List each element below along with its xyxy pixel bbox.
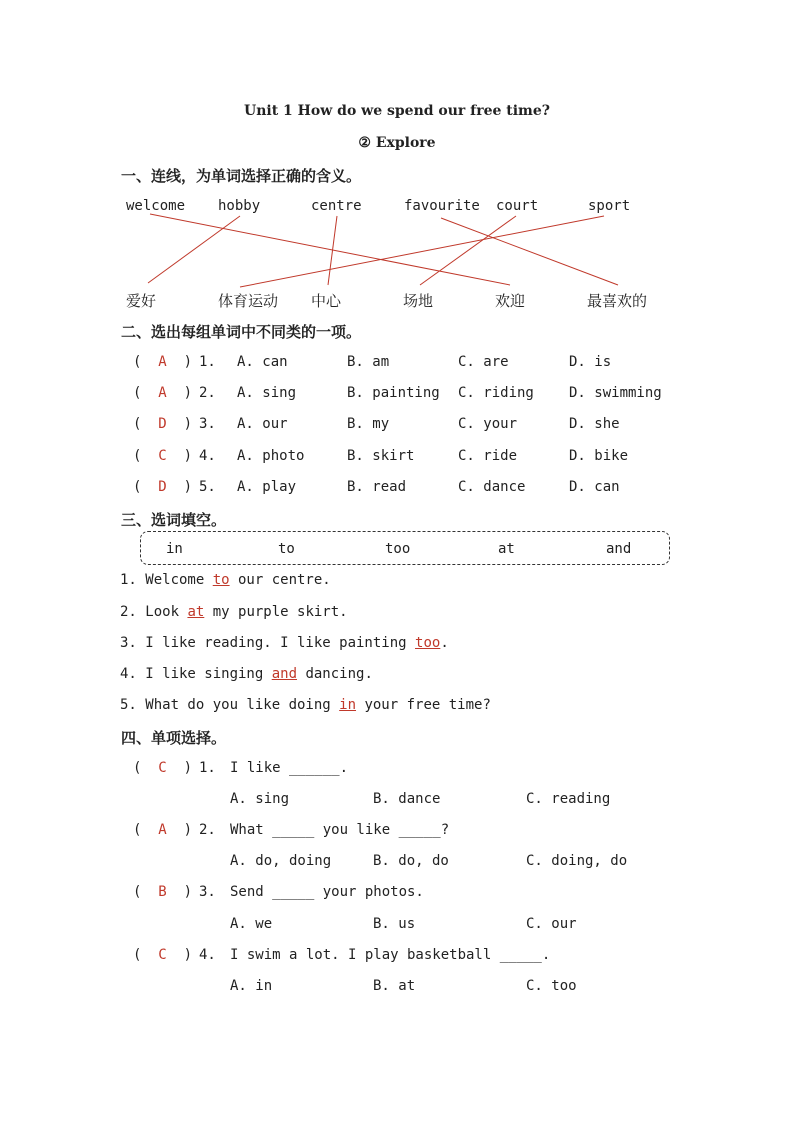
question-number: 3. — [199, 884, 216, 900]
match-word: centre — [311, 198, 362, 214]
question-number: 2. — [199, 385, 216, 401]
option-b: B. read — [347, 479, 407, 495]
answer-value: A — [158, 354, 167, 370]
word-bank-item: too — [385, 541, 411, 557]
match-line-court — [420, 216, 516, 285]
question-text: Send _____ your photos. — [230, 884, 424, 900]
fill-sentence: 4. I like singing and dancing. — [120, 666, 373, 682]
option-a: A. do, doing — [230, 853, 332, 869]
fill-answer: at — [187, 604, 205, 620]
answer-paren: ( C ) — [133, 947, 193, 963]
option-a: A. play — [237, 479, 297, 495]
fill-answer: and — [271, 666, 298, 682]
option-d: D. she — [569, 416, 620, 432]
match-meaning: 体育运动 — [218, 292, 279, 310]
section1-heading: 一、连线，为单词选择正确的含义。 — [121, 167, 362, 185]
option-b: B. do, do — [373, 853, 449, 869]
question-number: 3. — [199, 416, 216, 432]
question-text: What _____ you like _____? — [230, 822, 450, 838]
answer-paren: ( C ) — [133, 448, 193, 464]
option-c: C. are — [458, 354, 509, 370]
option-a: A. in — [230, 978, 273, 994]
page-subtitle: ② Explore — [358, 135, 436, 151]
match-meaning: 爱好 — [126, 292, 157, 310]
section4-heading: 四、单项选择。 — [121, 729, 227, 747]
match-line-hobby — [148, 216, 240, 283]
option-b: B. at — [373, 978, 416, 994]
answer-paren: ( B ) — [133, 884, 193, 900]
match-line-sport — [240, 216, 604, 287]
match-word: favourite — [404, 198, 480, 214]
question-text: I like ______. — [230, 760, 349, 776]
option-b: B. skirt — [347, 448, 415, 464]
answer-paren: ( D ) — [133, 416, 193, 432]
option-a: A. our — [237, 416, 288, 432]
match-word: welcome — [126, 198, 186, 214]
match-word: court — [496, 198, 539, 214]
answer-value: B — [158, 884, 167, 900]
answer-paren: ( C ) — [133, 760, 193, 776]
page-title: Unit 1 How do we spend our free time? — [244, 103, 550, 119]
question-number: 5. — [199, 479, 216, 495]
match-meaning: 场地 — [403, 292, 434, 310]
fill-sentence: 1. Welcome to our centre. — [120, 572, 331, 588]
answer-paren: ( A ) — [133, 385, 193, 401]
option-c: C. riding — [458, 385, 534, 401]
option-c: C. our — [526, 916, 577, 932]
option-a: A. sing — [237, 385, 297, 401]
option-c: C. doing, do — [526, 853, 628, 869]
option-a: A. can — [237, 354, 288, 370]
matching-lines — [0, 0, 794, 330]
section3-heading: 三、选词填空。 — [121, 511, 227, 529]
answer-value: A — [158, 822, 167, 838]
option-b: B. painting — [347, 385, 440, 401]
match-word: hobby — [218, 198, 261, 214]
answer-value: D — [158, 416, 167, 432]
option-c: C. your — [458, 416, 518, 432]
option-d: D. swimming — [569, 385, 662, 401]
answer-paren: ( D ) — [133, 479, 193, 495]
word-bank-item: at — [498, 541, 515, 557]
option-a: A. sing — [230, 791, 290, 807]
match-meaning: 最喜欢的 — [587, 292, 648, 310]
question-text: I swim a lot. I play basketball _____. — [230, 947, 551, 963]
fill-sentence: 5. What do you like doing in your free time? — [120, 697, 491, 713]
question-number: 4. — [199, 448, 216, 464]
word-bank-item: in — [166, 541, 183, 557]
fill-answer: too — [415, 635, 441, 651]
option-d: D. can — [569, 479, 620, 495]
option-c: C. reading — [526, 791, 611, 807]
answer-value: C — [158, 448, 167, 464]
answer-paren: ( A ) — [133, 822, 193, 838]
answer-value: C — [158, 947, 167, 963]
option-c: C. too — [526, 978, 577, 994]
question-number: 4. — [199, 947, 216, 963]
word-bank-item: to — [278, 541, 295, 557]
option-c: C. ride — [458, 448, 518, 464]
answer-paren: ( A ) — [133, 354, 193, 370]
option-a: A. we — [230, 916, 273, 932]
option-d: D. bike — [569, 448, 629, 464]
fill-sentence: 2. Look at my purple skirt. — [120, 604, 348, 620]
option-b: B. am — [347, 354, 390, 370]
question-number: 1. — [199, 354, 216, 370]
option-d: D. is — [569, 354, 612, 370]
option-b: B. my — [347, 416, 390, 432]
word-bank-item: and — [606, 541, 632, 557]
option-b: B. dance — [373, 791, 441, 807]
match-word: sport — [588, 198, 631, 214]
fill-sentence: 3. I like reading. I like painting too. — [120, 635, 449, 651]
option-c: C. dance — [458, 479, 526, 495]
answer-value: D — [158, 479, 167, 495]
question-number: 2. — [199, 822, 216, 838]
answer-value: C — [158, 760, 167, 776]
option-a: A. photo — [237, 448, 305, 464]
match-line-welcome — [150, 214, 510, 285]
match-meaning: 中心 — [311, 292, 342, 310]
match-line-favourite — [441, 218, 618, 285]
fill-answer: in — [339, 697, 357, 713]
match-meaning: 欢迎 — [495, 292, 526, 310]
question-number: 1. — [199, 760, 216, 776]
answer-value: A — [158, 385, 167, 401]
section2-heading: 二、选出每组单词中不同类的一项。 — [121, 323, 362, 341]
fill-answer: to — [212, 572, 230, 588]
option-b: B. us — [373, 916, 416, 932]
